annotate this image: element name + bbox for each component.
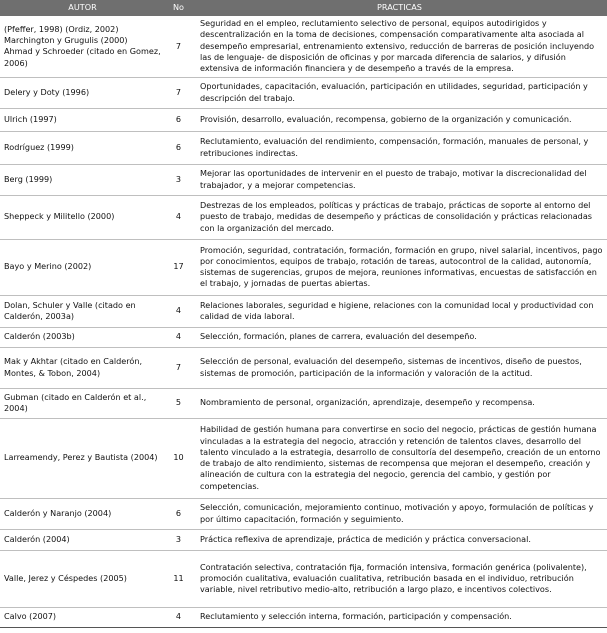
table-row bbox=[0, 131, 607, 164]
practicas-cell: Selección de personal, evaluación del desempeño, sistemas de incentivos, diseño de puestos, sistemas de promoción, participación de la información y valoración de la actitud. bbox=[192, 347, 607, 388]
autor-cell: Gubman (citado en Calderón et al., 2004) bbox=[0, 388, 165, 418]
table-row bbox=[0, 418, 607, 498]
count-cell: 4 bbox=[165, 607, 192, 627]
autor-cell: Valle, Jerez y Céspedes (2005) bbox=[0, 550, 165, 607]
table-row bbox=[0, 529, 607, 550]
table-row bbox=[0, 498, 607, 529]
count-cell: 11 bbox=[165, 550, 192, 607]
table-row bbox=[0, 164, 607, 195]
table-row bbox=[0, 388, 607, 418]
table-row bbox=[0, 195, 607, 239]
table-row bbox=[0, 327, 607, 347]
table-row bbox=[0, 108, 607, 131]
practicas-cell: Habilidad de gestión humana para convertirse en socio del negocio, prácticas de gestión humana vinculadas a la estrategia del negocio, atracción y retención de talentos claves, desarrollo del talento vinculado a la estrategia, desarrollo de consultoría del desempeño, creación de un entorno de trabajo de alto rendimiento, sistemas de recompensa que mejoran el desempeño, creación y alineación de cultura con la estrategia del negocio, gerencia del cambio, y gestión por competencias. bbox=[192, 418, 607, 498]
autor-cell: (Pfeffer, 1998) (Ordiz, 2002) Marchington y Grugulis (2000) Ahmad y Schroeder (citado en Gomez, 2006) bbox=[0, 16, 165, 77]
practicas-cell: Selección, comunicación, mejoramiento continuo, motivación y apoyo, formulación de políticas y por último capacitación, formación y seguimiento. bbox=[192, 498, 607, 529]
autor-cell: Dolan, Schuler y Valle (citado en Calderón, 2003a) bbox=[0, 295, 165, 327]
autor-cell: Calderón y Naranjo (2004) bbox=[0, 498, 165, 529]
autor-cell: Ulrich (1997) bbox=[0, 108, 165, 131]
practicas-cell: Selección, formación, planes de carrera, evaluación del desempeño. bbox=[192, 327, 607, 347]
header-row bbox=[0, 0, 607, 16]
count-cell: 5 bbox=[165, 388, 192, 418]
table-row bbox=[0, 347, 607, 388]
table-row bbox=[0, 295, 607, 327]
count-cell: 7 bbox=[165, 347, 192, 388]
practicas-cell: Destrezas de los empleados, políticas y prácticas de trabajo, prácticas de soporte al entorno del puesto de trabajo, medidas de desempeño y prácticas de consolidación y prácticas relacionadas con la organización del mercado. bbox=[192, 195, 607, 239]
header-practicas: PRACTICAS bbox=[192, 0, 607, 16]
autor-cell: Berg (1999) bbox=[0, 164, 165, 195]
count-cell: 4 bbox=[165, 327, 192, 347]
practicas-cell: Contratación selectiva, contratación fija, formación intensiva, formación genérica (polivalente), promoción cualitativa, evaluación cualitativa, retribución basada en el individuo, retribución variable, nivel retributivo medio-alto, retribución a largo plazo, e incentivos colectivos. bbox=[192, 550, 607, 607]
autor-cell: Calderón (2003b) bbox=[0, 327, 165, 347]
autor-cell: Larreamendy, Perez y Bautista (2004) bbox=[0, 418, 165, 498]
practicas-cell: Reclutamiento y selección interna, formación, participación y compensación. bbox=[192, 607, 607, 627]
practicas-cell: Práctica reflexiva de aprendizaje, práctica de medición y práctica conversacional. bbox=[192, 529, 607, 550]
count-cell: 4 bbox=[165, 195, 192, 239]
count-cell: 3 bbox=[165, 529, 192, 550]
autor-cell: Calderón (2004) bbox=[0, 529, 165, 550]
autor-cell: Mak y Akhtar (citado en Calderón, Montes, & Tobon, 2004) bbox=[0, 347, 165, 388]
autor-cell: Bayo y Merino (2002) bbox=[0, 239, 165, 295]
count-cell: 4 bbox=[165, 295, 192, 327]
count-cell: 6 bbox=[165, 498, 192, 529]
table-row bbox=[0, 77, 607, 108]
practicas-cell: Promoción, seguridad, contratación, formación, formación en grupo, nivel salarial, incentivos, pago por conocimientos, equipos de trabajo, rotación de tareas, autocontrol de la calidad, autonomía, sistemas de sugerencias, grupos de mejora, reuniones informativas, encuestas de satisfacción en el trabajo, y jornadas de puertas abiertas. bbox=[192, 239, 607, 295]
table-row bbox=[0, 16, 607, 77]
count-cell: 6 bbox=[165, 131, 192, 164]
count-cell: 7 bbox=[165, 77, 192, 108]
practicas-cell: Oportunidades, capacitación, evaluación, participación en utilidades, seguridad, participación y descripción del trabajo. bbox=[192, 77, 607, 108]
practicas-cell: Provisión, desarrollo, evaluación, recompensa, gobierno de la organización y comunicación. bbox=[192, 108, 607, 131]
autor-cell: Rodríguez (1999) bbox=[0, 131, 165, 164]
autor-cell: Sheppeck y Militello (2000) bbox=[0, 195, 165, 239]
practicas-cell: Seguridad en el empleo, reclutamiento selectivo de personal, equipos autodirigidos y descentralización en la toma de decisiones, compensación comparativamente alta asociada al desempeño empresarial, entrenamiento extensivo, reducción de barreras de posición incluyendo las de lenguaje- de disposición de oficinas y por marcada diferencia de salarios, y difusión extensiva de información financiera y de desempeño a través de la empresa. bbox=[192, 16, 607, 77]
header-no: No bbox=[165, 0, 192, 16]
practicas-cell: Nombramiento de personal, organización, aprendizaje, desempeño y recompensa. bbox=[192, 388, 607, 418]
autor-cell: Delery y Doty (1996) bbox=[0, 77, 165, 108]
practicas-cell: Mejorar las oportunidades de intervenir en el puesto de trabajo, motivar la discrecionalidad del trabajador, y a mejorar competencias. bbox=[192, 164, 607, 195]
count-cell: 6 bbox=[165, 108, 192, 131]
table-header bbox=[0, 0, 607, 16]
table-row bbox=[0, 550, 607, 607]
count-cell: 10 bbox=[165, 418, 192, 498]
autor-cell: Calvo (2007) bbox=[0, 607, 165, 627]
table-row bbox=[0, 607, 607, 627]
practicas-cell: Relaciones laborales, seguridad e higiene, relaciones con la comunidad local y productividad con calidad de vida laboral. bbox=[192, 295, 607, 327]
count-cell: 7 bbox=[165, 16, 192, 77]
count-cell: 3 bbox=[165, 164, 192, 195]
table-body bbox=[0, 16, 607, 627]
practicas-cell: Reclutamiento, evaluación del rendimiento, compensación, formación, manuales de personal, y retribuciones indirectas. bbox=[192, 131, 607, 164]
count-cell: 17 bbox=[165, 239, 192, 295]
header-autor: AUTOR bbox=[0, 0, 165, 16]
table-row bbox=[0, 239, 607, 295]
